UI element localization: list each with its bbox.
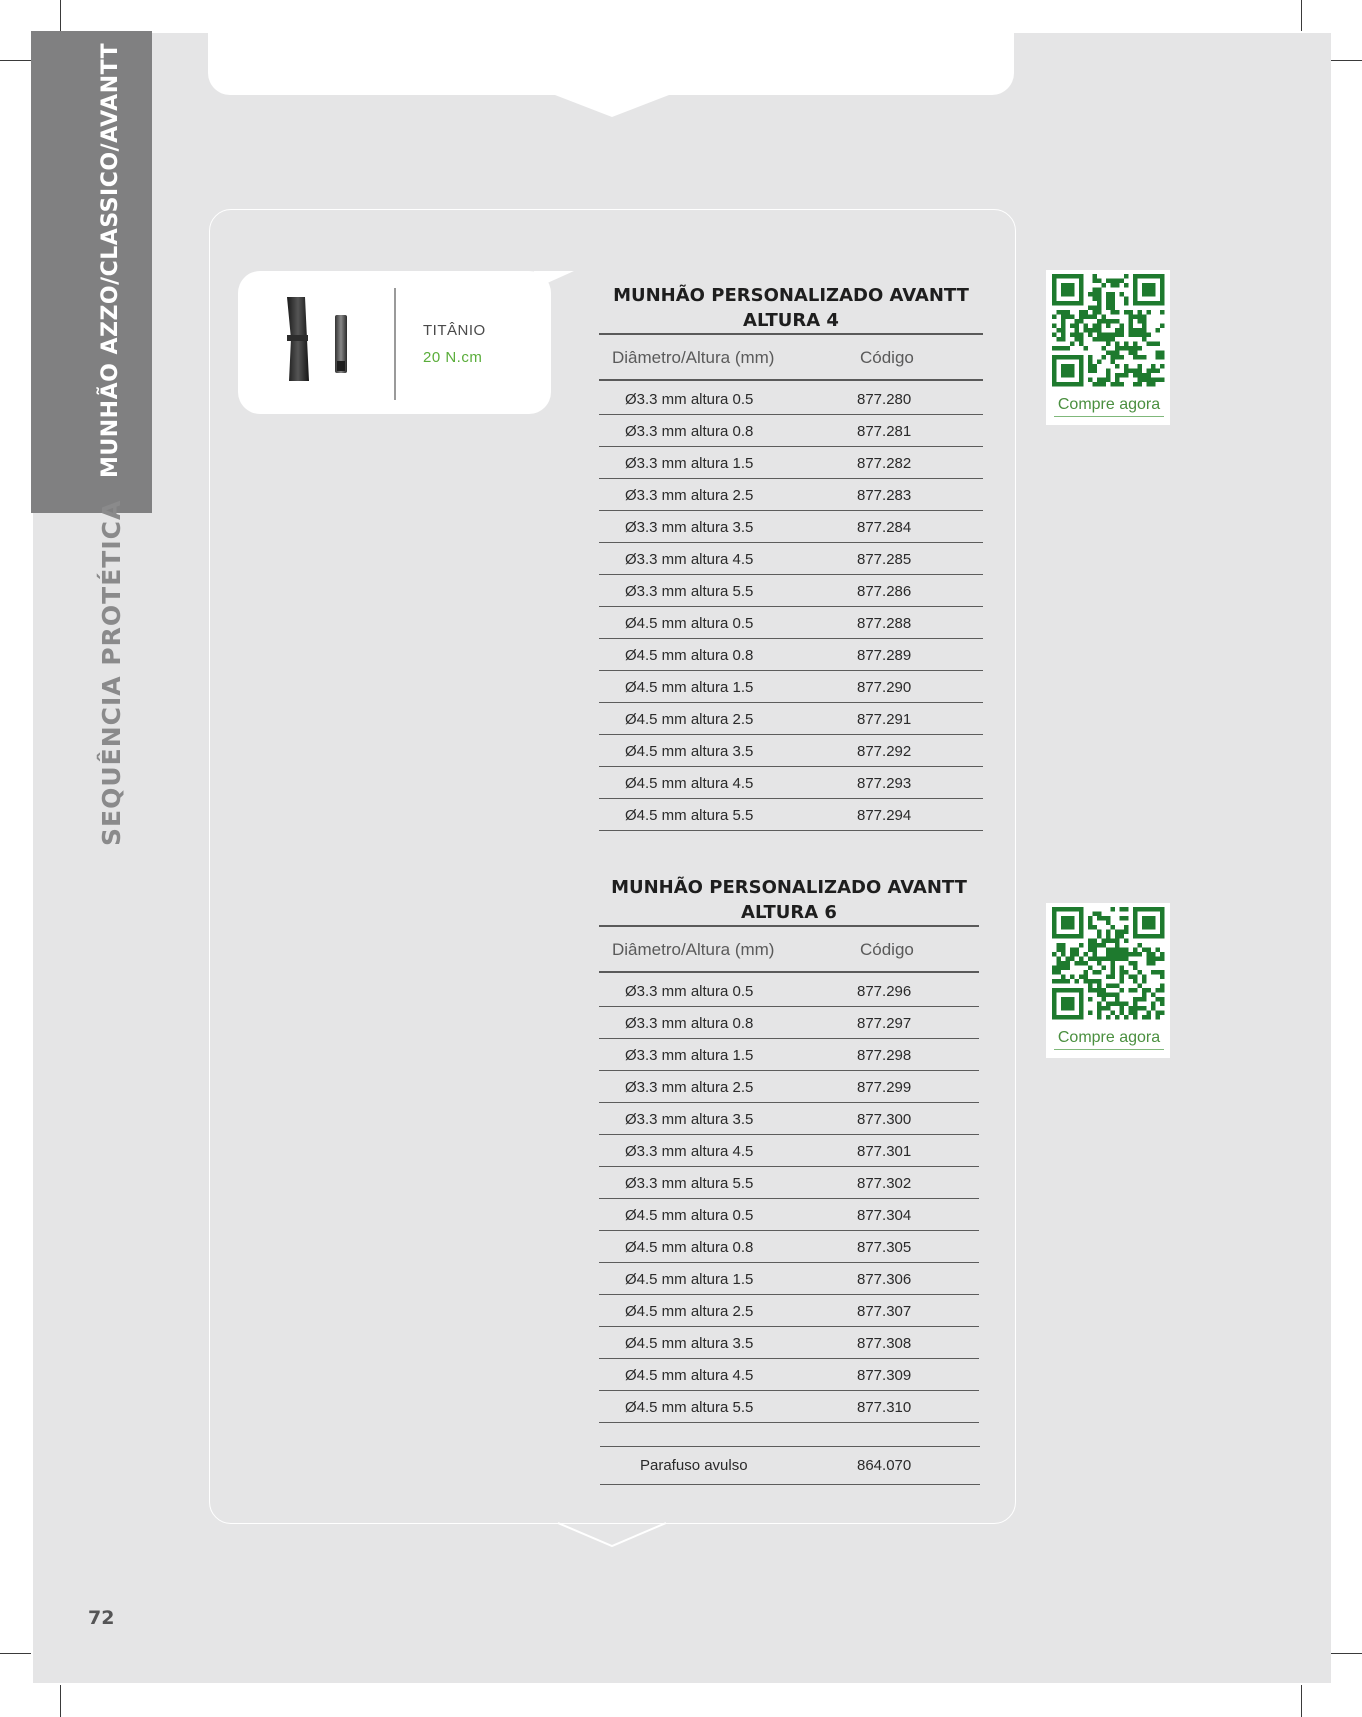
row-description: Ø3.3 mm altura 0.5 [625, 983, 754, 1000]
row-code: 877.281 [857, 423, 912, 440]
row-code: 877.308 [857, 1335, 912, 1352]
table-row [599, 1359, 979, 1391]
sidebar-title: MUNHÃO AZZO/CLASSICO/AVANTT [98, 42, 123, 478]
product-card [238, 271, 551, 414]
buy-now-link[interactable]: Compre agora [1054, 396, 1164, 417]
abutment-screw-icon [283, 295, 363, 395]
buy-now-link[interactable]: Compre agora [1054, 1029, 1164, 1050]
row-description: Ø4.5 mm altura 0.5 [625, 615, 754, 632]
row-description: Ø4.5 mm altura 4.5 [625, 1367, 754, 1384]
row-description: Ø4.5 mm altura 0.8 [625, 647, 754, 664]
table-row [599, 799, 983, 831]
row-code: 877.310 [857, 1399, 912, 1416]
row-description: Ø3.3 mm altura 1.5 [625, 1047, 754, 1064]
header-diameter: Diâmetro/Altura (mm) [612, 940, 775, 959]
row-code: 877.305 [857, 1239, 912, 1256]
table-row [599, 383, 983, 415]
row-description: Ø3.3 mm altura 0.5 [625, 391, 754, 408]
table-title-line2: ALTURA 4 [743, 310, 839, 331]
table-title-altura-4 [599, 283, 983, 333]
table-row [599, 735, 983, 767]
table-row [599, 543, 983, 575]
row-code: 877.291 [857, 711, 912, 728]
row-code: 877.285 [857, 551, 912, 568]
row-code: 877.286 [857, 583, 912, 600]
product-table-altura-4 [599, 333, 983, 831]
row-description: Ø4.5 mm altura 2.5 [625, 711, 754, 728]
material-label: TITÂNIO [423, 322, 486, 339]
row-code: 877.309 [857, 1367, 912, 1384]
row-description: Ø3.3 mm altura 0.8 [625, 423, 754, 440]
row-code: 877.290 [857, 679, 912, 696]
row-description: Ø4.5 mm altura 1.5 [625, 1271, 754, 1288]
row-code: 877.304 [857, 1207, 912, 1224]
table-row [599, 1231, 979, 1263]
table-row [599, 1199, 979, 1231]
row-description: Ø3.3 mm altura 3.5 [625, 519, 754, 536]
table-row [599, 1263, 979, 1295]
row-code: 877.302 [857, 1175, 912, 1192]
row-description: Ø3.3 mm altura 3.5 [625, 1111, 754, 1128]
qr-code-icon [1052, 274, 1165, 387]
table-row [599, 1071, 979, 1103]
table-title-line2: ALTURA 6 [741, 902, 837, 923]
table-row [599, 975, 979, 1007]
table-row [599, 1103, 979, 1135]
row-description: Ø3.3 mm altura 1.5 [625, 455, 754, 472]
header-code: Código [860, 348, 914, 367]
table-row [599, 415, 983, 447]
row-code: 877.293 [857, 775, 912, 792]
row-code: 877.296 [857, 983, 912, 1000]
torque-value: 20 N.cm [423, 349, 483, 366]
table-title-altura-6 [597, 875, 981, 925]
table-row [599, 1039, 979, 1071]
row-description: Ø4.5 mm altura 2.5 [625, 1303, 754, 1320]
table-row [599, 447, 983, 479]
row-code: 877.280 [857, 391, 912, 408]
row-description: Ø3.3 mm altura 4.5 [625, 551, 754, 568]
table-row [599, 639, 983, 671]
table-row [599, 703, 983, 735]
screw-label: Parafuso avulso [640, 1457, 748, 1474]
row-description: Ø4.5 mm altura 3.5 [625, 1335, 754, 1352]
row-code: 877.294 [857, 807, 912, 824]
qr-code-card[interactable] [1046, 270, 1170, 425]
row-description: Ø3.3 mm altura 5.5 [625, 1175, 754, 1192]
row-code: 877.288 [857, 615, 912, 632]
row-description: Ø3.3 mm altura 0.8 [625, 1015, 754, 1032]
qr-code-icon [1052, 907, 1165, 1020]
product-table-altura-6 [599, 925, 979, 1423]
row-description: Ø3.3 mm altura 2.5 [625, 1079, 754, 1096]
row-code: 877.300 [857, 1111, 912, 1128]
page-number: 72 [88, 1607, 115, 1629]
row-code: 877.297 [857, 1015, 912, 1032]
row-description: Ø4.5 mm altura 5.5 [625, 807, 754, 824]
table-header [599, 927, 979, 971]
row-code: 877.283 [857, 487, 912, 504]
row-description: Ø4.5 mm altura 4.5 [625, 775, 754, 792]
table-row [599, 607, 983, 639]
table-row [599, 479, 983, 511]
row-code: 877.307 [857, 1303, 912, 1320]
table-row [599, 1135, 979, 1167]
table-row [599, 575, 983, 607]
table-row [599, 1391, 979, 1423]
row-description: Ø4.5 mm altura 0.5 [625, 1207, 754, 1224]
table-row [599, 511, 983, 543]
table-title-line1: MUNHÃO PERSONALIZADO AVANTT [611, 877, 967, 898]
row-code: 877.282 [857, 455, 912, 472]
table-row [599, 671, 983, 703]
row-code: 877.299 [857, 1079, 912, 1096]
table-row [599, 767, 983, 799]
table-row [599, 1007, 979, 1039]
qr-code-card[interactable] [1046, 903, 1170, 1058]
section-title: SEQUÊNCIA PROTÉTICA [97, 499, 126, 846]
row-description: Ø3.3 mm altura 5.5 [625, 583, 754, 600]
table-row [599, 1295, 979, 1327]
row-code: 877.289 [857, 647, 912, 664]
row-description: Ø4.5 mm altura 5.5 [625, 1399, 754, 1416]
table-row [599, 1327, 979, 1359]
card-divider [394, 288, 396, 400]
row-code: 877.306 [857, 1271, 912, 1288]
row-code: 877.292 [857, 743, 912, 760]
header-diameter: Diâmetro/Altura (mm) [612, 348, 775, 367]
header-code: Código [860, 940, 914, 959]
row-description: Ø4.5 mm altura 1.5 [625, 679, 754, 696]
table-title-line1: MUNHÃO PERSONALIZADO AVANTT [613, 285, 969, 306]
row-description: Ø3.3 mm altura 4.5 [625, 1143, 754, 1160]
row-description: Ø3.3 mm altura 2.5 [625, 487, 754, 504]
row-code: 877.301 [857, 1143, 912, 1160]
row-code: 877.284 [857, 519, 912, 536]
row-description: Ø4.5 mm altura 0.8 [625, 1239, 754, 1256]
screw-code: 864.070 [857, 1457, 912, 1474]
row-code: 877.298 [857, 1047, 912, 1064]
row-description: Ø4.5 mm altura 3.5 [625, 743, 754, 760]
card-corner-tab [534, 271, 574, 291]
table-row [599, 1167, 979, 1199]
screw-row [600, 1446, 980, 1485]
table-header [599, 335, 983, 379]
